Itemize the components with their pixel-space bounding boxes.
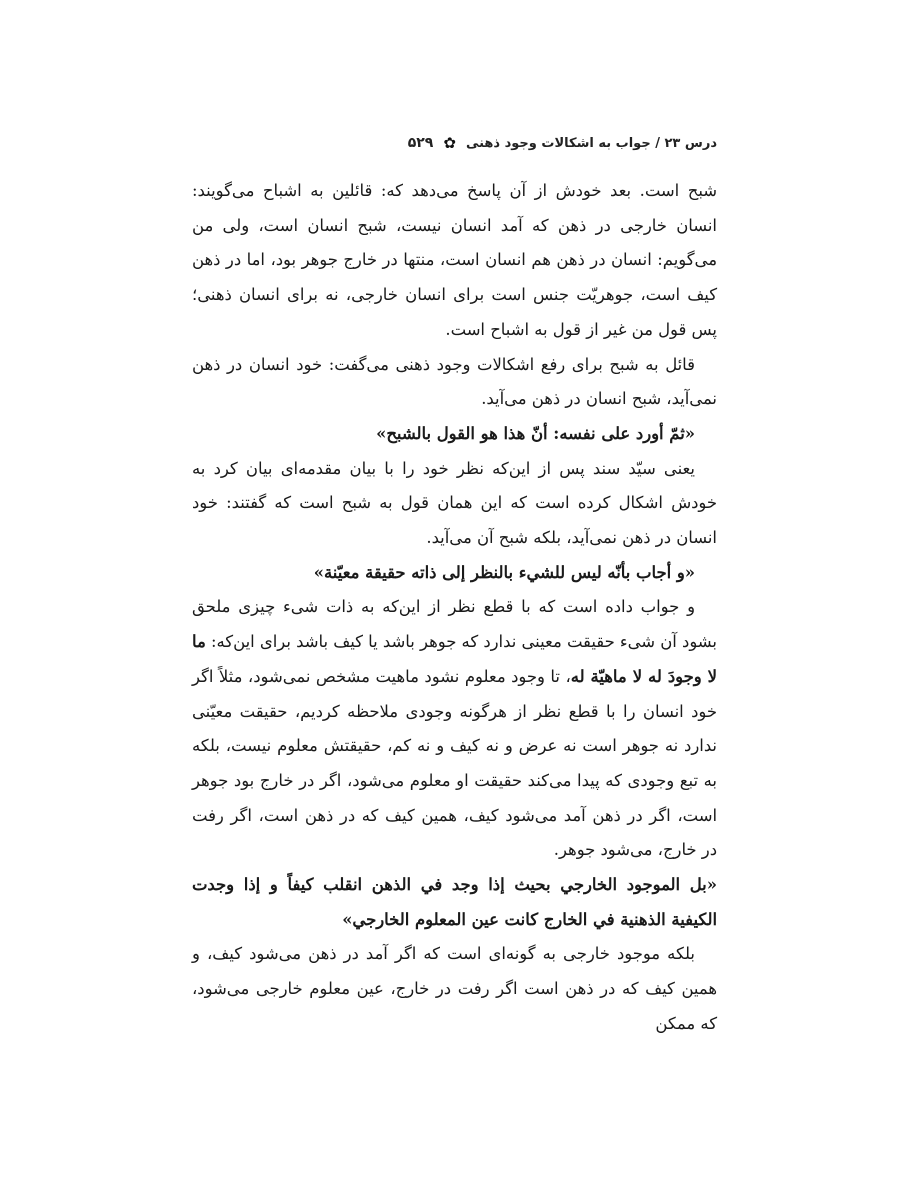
- paragraph-3: یعنی سیّد سند پس از این‌که نظر خود را با بیان مقدمه‌ای بیان کرد به خودش اشکال کرده است که این همان قول به شبح است که گفتند: خود انسان در ذهن نمی‌آید، بلکه شبح آن می‌آید.: [192, 458, 717, 548]
- arabic-quote-3: «بل الموجود الخارجي بحيث إذا وجد في الذهن انقلب كيفاً و إذا وجدت الكيفية الذهنية في الخارج كانت عين المعلوم الخارجي»: [192, 875, 717, 929]
- page-number: ۵۲۹: [407, 135, 434, 151]
- paragraph-4: [192, 590, 717, 868]
- body-text: [192, 174, 717, 1042]
- book-page: [192, 130, 717, 1130]
- arabic-quote-1: «ثمّ أورد على نفسه: أنّ هذا هو القول بالشبح»: [376, 423, 695, 443]
- paragraph-1: شبح است. بعد خودش از آن پاسخ می‌دهد که: قائلین به اشباح می‌گویند: انسان خارجی در ذهن که آمد انسان نیست، شبح انسان است، ولی من می‌گویم: انسان در ذهن هم انسان است، منتها در خارج جوهر بود، اما در ذهن کیف است، جوهریّت جنس است برای انسان خارجی، نه برای انسان ذهنی؛ پس قول من غیر از قول به اشباح است.: [192, 181, 717, 339]
- flower-ornament-icon: ✿: [443, 134, 456, 152]
- paragraph-4-bold-phrase: ما لا وجودَ له لا ماهيّة له: [192, 632, 717, 686]
- header-title: درس ۲۳ / جواب به اشکالات وجود ذهنی: [465, 135, 717, 151]
- running-header: [192, 130, 717, 156]
- paragraph-4-part-b: ، تا وجود معلوم نشود ماهیت مشخص نمی‌شود، مثلاً اگر خود انسان را با قطع نظر از هرگونه وجودی ملاحظه کردیم، حقیقت معیّنی ندارد نه جوهر است نه عرض و نه کیف و نه کم، حقیقتش معلوم نیست، بلکه به تبع وجودی که پیدا می‌کند حقیقت او معلوم می‌شود، اگر در خارج بود جوهر است، اگر در ذهن آمد می‌شود کیف، همین کیف که در ذهن است، اگر رفت در خارج، می‌شود جوهر.: [192, 666, 717, 860]
- paragraph-2: قائل به شبح برای رفع اشکالات وجود ذهنی می‌گفت: خود انسان در ذهن نمی‌آید، شبح انسان در ذهن می‌آید.: [192, 354, 717, 409]
- paragraph-5: بلکه موجود خارجی به گونه‌ای است که اگر آمد در ذهن می‌شود کیف، و همین کیف که در ذهن است اگر رفت در خارج، عین معلوم خارجی می‌شود، که ممکن: [192, 944, 717, 1033]
- paragraph-4-part-a: و جواب داده است که با قطع نظر از این‌که به ذات شیء چیزی ملحق بشود آن شیء حقیقت معینی ندارد که جوهر باشد یا کیف باشد برای این‌که:: [192, 597, 717, 652]
- arabic-quote-2: «و أجاب بأنّه ليس للشيء بالنظر إلى ذاته حقيقة معيّنة»: [313, 562, 695, 582]
